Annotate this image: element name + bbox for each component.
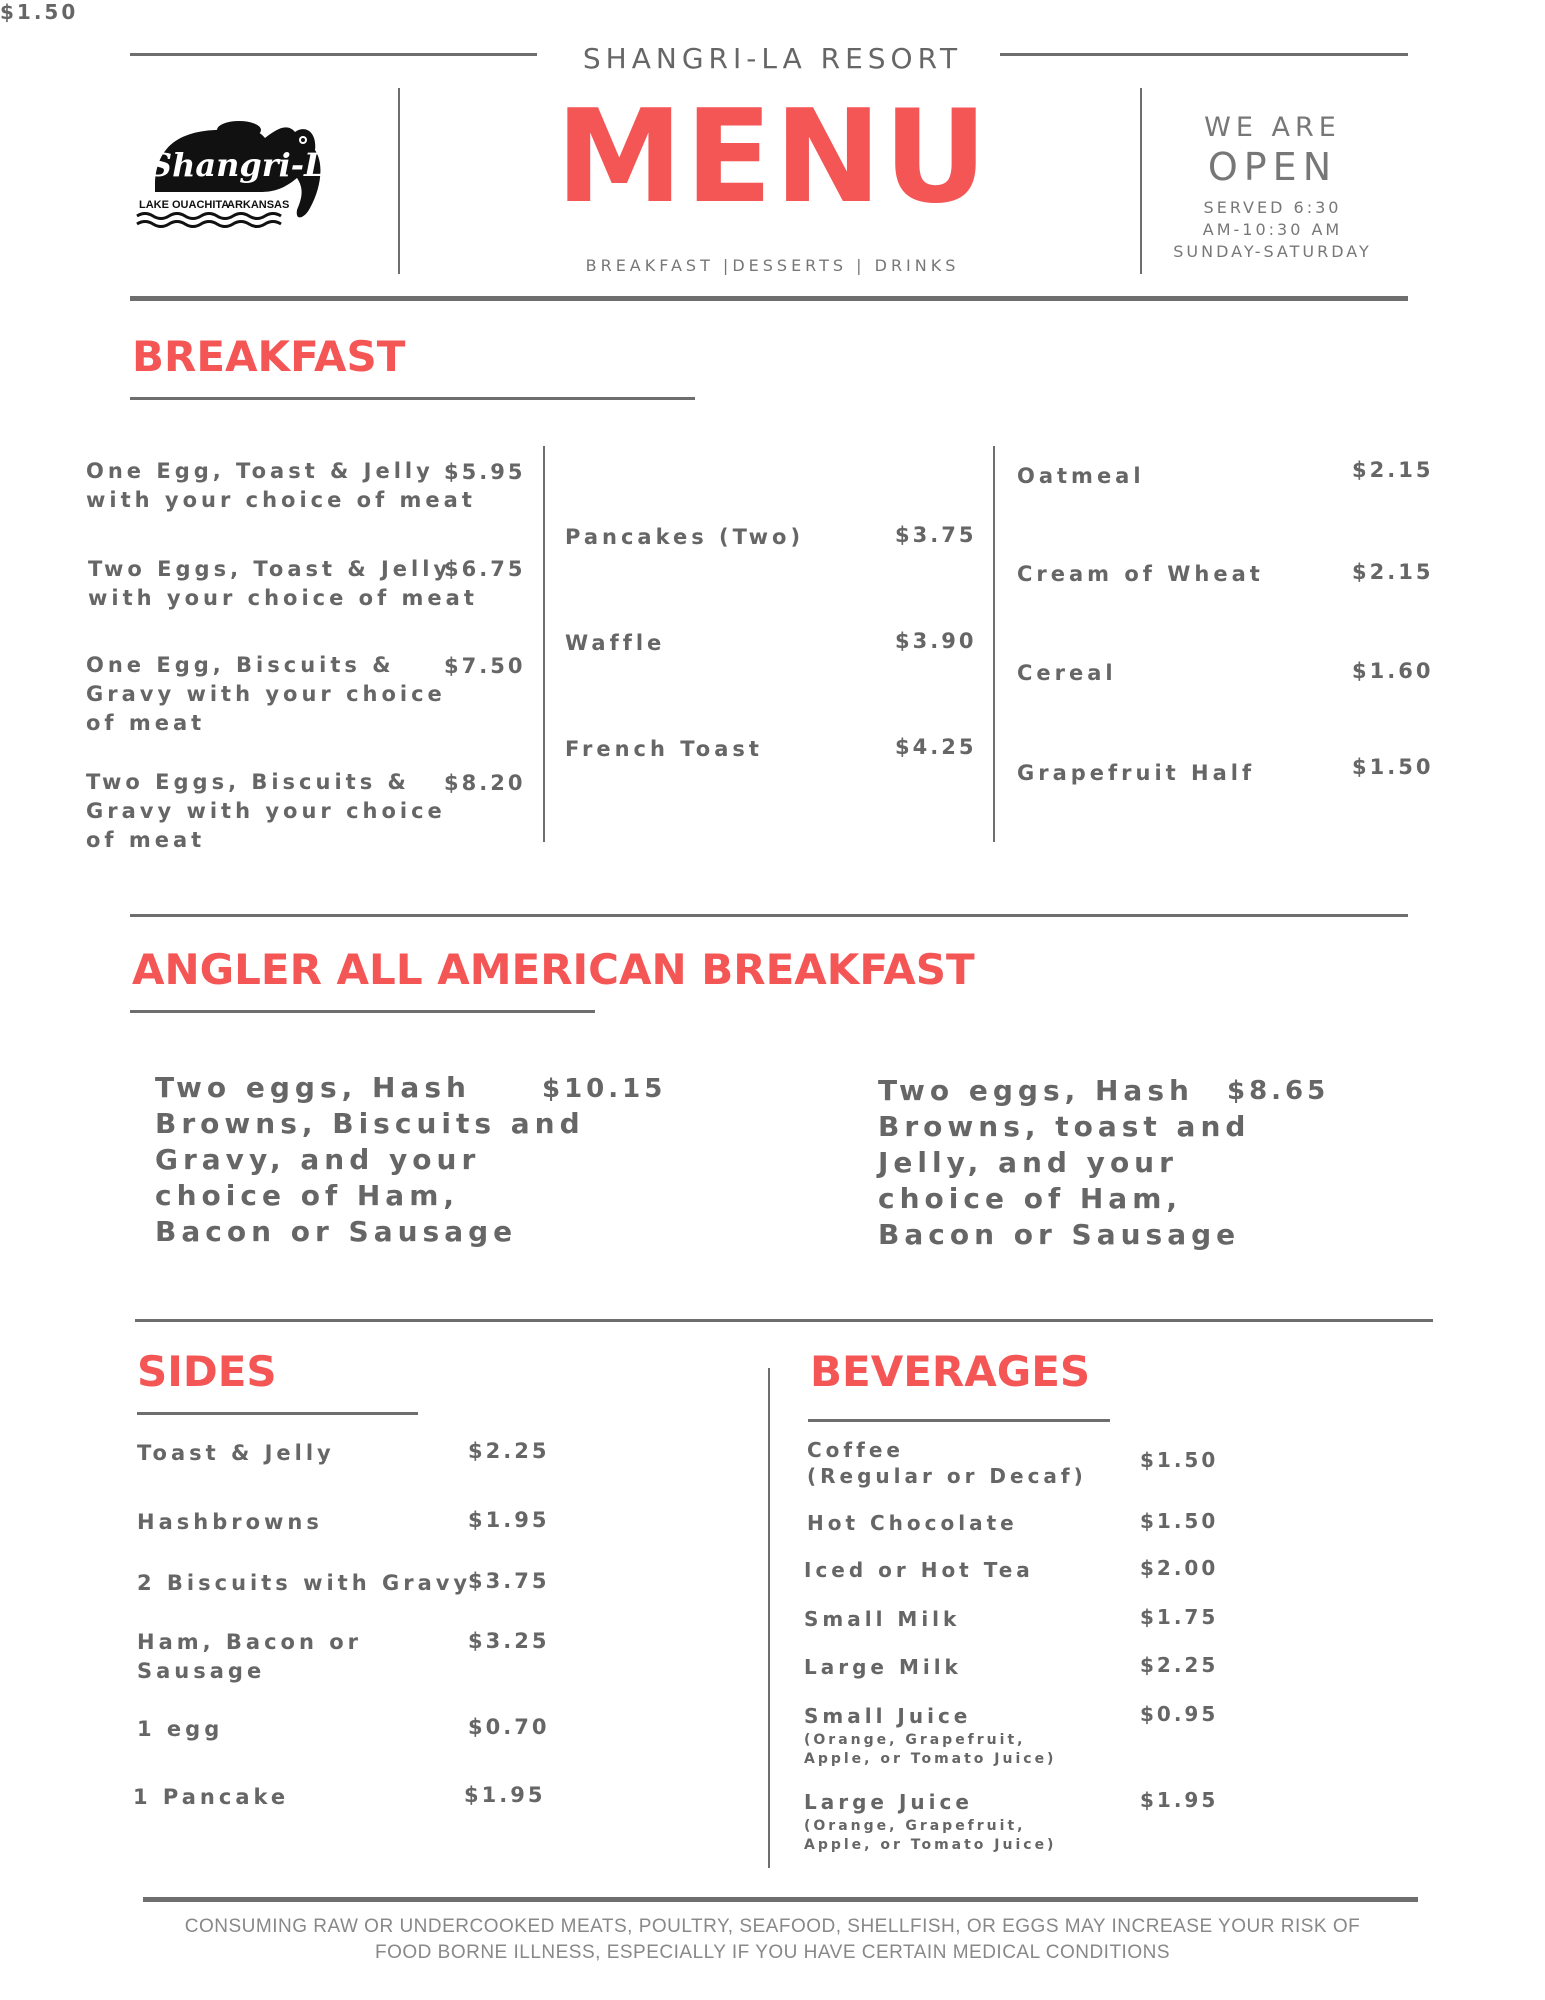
item-price: $0.95 xyxy=(1140,1702,1219,1726)
item-name-line: Two Eggs, Biscuits & xyxy=(86,770,410,794)
sides-heading-underline xyxy=(137,1412,418,1415)
item-price: $1.50 xyxy=(1140,1448,1219,1472)
angler-item-line: Browns, toast and xyxy=(878,1110,1251,1143)
menu-subtitle: BREAKFAST |DESSERTS | DRINKS xyxy=(585,256,960,275)
header-bottom-rule xyxy=(130,296,1408,301)
breakfast-col-divider-2 xyxy=(993,446,995,842)
footer-rule xyxy=(143,1897,1418,1902)
item-name-line: with your choice of meat xyxy=(88,586,478,610)
beverages-heading: BEVERAGES xyxy=(810,1347,1091,1396)
item-price: $7.50 xyxy=(444,654,526,678)
side-item-name: 2 Biscuits with Gravy xyxy=(137,1571,472,1595)
opening-hours xyxy=(1135,112,1410,263)
open-label: OPEN xyxy=(1207,145,1338,189)
item-name-line: One Egg, Toast & Jelly xyxy=(86,459,434,483)
hours-line-1: SERVED 6:30 xyxy=(1203,198,1342,217)
angler-heading-underline xyxy=(130,1010,595,1013)
item-name-line: Gravy with your choice xyxy=(86,682,446,706)
item-price: $2.00 xyxy=(1140,1556,1219,1580)
breakfast-item-name: Pancakes (Two) xyxy=(565,525,805,549)
item-price: $1.95 xyxy=(468,1508,550,1532)
item-price: $1.95 xyxy=(464,1783,546,1807)
item-name-line: One Egg, Biscuits & xyxy=(86,653,395,677)
item-name-line: Large Juice xyxy=(804,1790,973,1814)
item-price: $1.95 xyxy=(1140,1788,1219,1812)
item-price: $3.75 xyxy=(468,1569,550,1593)
breakfast-item xyxy=(86,768,446,855)
food-safety-disclaimer xyxy=(150,1914,1395,1966)
angler-item-line: Gravy, and your xyxy=(155,1143,481,1176)
breakfast-item-name: French Toast xyxy=(565,737,763,761)
item-name-line: of meat xyxy=(86,828,206,852)
resort-name: SHANGRI-LA RESORT xyxy=(582,42,963,75)
item-price: $4.25 xyxy=(895,735,977,759)
angler-item-line: Bacon or Sausage xyxy=(878,1218,1241,1251)
side-item-name: 1 egg xyxy=(137,1717,224,1741)
beverage-item-name: Large Milk xyxy=(804,1655,962,1679)
sides-heading: SIDES xyxy=(137,1347,277,1396)
item-price: $5.95 xyxy=(444,460,526,484)
item-price: $1.75 xyxy=(1140,1605,1219,1629)
sides-beverages-divider xyxy=(768,1368,770,1868)
item-note-line: (Orange, Grapefruit, xyxy=(804,1818,1026,1834)
we-are-label: WE ARE xyxy=(1204,112,1341,143)
angler-item-line: Browns, Biscuits and xyxy=(155,1107,585,1140)
item-name-line: (Regular or Decaf) xyxy=(807,1464,1087,1488)
item-name-line: Gravy with your choice xyxy=(86,799,446,823)
side-item-name: Toast & Jelly xyxy=(137,1441,335,1465)
item-name-line: Ham, Bacon or xyxy=(137,1630,363,1654)
item-note-line: Apple, or Tomato Juice) xyxy=(804,1751,1057,1767)
item-name-line: Two Eggs, Toast & Jelly xyxy=(88,557,452,581)
item-name-line: of meat xyxy=(86,711,206,735)
angler-item xyxy=(878,1073,1250,1253)
angler-item-line: choice of Ham, xyxy=(155,1179,460,1212)
beverage-item xyxy=(804,1702,1056,1769)
breakfast-heading: BREAKFAST xyxy=(132,332,406,381)
item-name-line: Small Juice xyxy=(804,1704,972,1728)
item-price: $3.90 xyxy=(895,629,977,653)
breakfast-item xyxy=(86,457,476,515)
angler-item-price: $8.65 xyxy=(1227,1076,1330,1106)
item-note-line: Apple, or Tomato Juice) xyxy=(804,1837,1057,1853)
breakfast-item xyxy=(86,651,446,738)
item-price: $2.15 xyxy=(1352,560,1434,584)
breakfast-item-name: Grapefruit Half xyxy=(1017,761,1256,785)
item-price: $8.20 xyxy=(444,771,526,795)
angler-item-line: Jelly, and your xyxy=(878,1146,1178,1179)
disclaimer-line-2: FOOD BORNE ILLNESS, ESPECIALLY IF YOU HAVE CERTAIN MEDICAL CONDITIONS xyxy=(374,1942,1171,1963)
beverage-item-name: Small Milk xyxy=(804,1607,961,1631)
side-item-name: 1 Pancake xyxy=(133,1785,290,1809)
beverage-item-name: Hot Chocolate xyxy=(807,1511,1018,1535)
angler-item-line: Bacon or Sausage xyxy=(155,1215,518,1248)
side-item xyxy=(137,1628,362,1686)
side-item-name: Hashbrowns xyxy=(137,1510,323,1534)
breakfast-bottom-rule xyxy=(130,914,1408,917)
breakfast-heading-underline xyxy=(130,397,695,400)
angler-item-line: choice of Ham, xyxy=(878,1182,1183,1215)
beverages-heading-underline xyxy=(808,1419,1110,1422)
breakfast-item-name: Oatmeal xyxy=(1017,464,1145,488)
svg-text:Shangri-La: Shangri-La xyxy=(149,146,348,184)
menu-title: MENU xyxy=(555,83,990,232)
breakfast-item-name: Waffle xyxy=(565,631,666,655)
item-name-line: Coffee xyxy=(807,1438,904,1462)
beverage-item xyxy=(807,1437,1087,1489)
item-name-line: with your choice of meat xyxy=(86,488,476,512)
svg-text:ARKANSAS: ARKANSAS xyxy=(227,199,290,211)
angler-item-line: Two eggs, Hash xyxy=(155,1071,471,1104)
item-price: $2.25 xyxy=(1140,1653,1219,1677)
breakfast-item xyxy=(88,555,478,613)
beverage-item xyxy=(804,1788,1056,1855)
breakfast-item-name: Cream of Wheat xyxy=(1017,562,1264,586)
angler-item xyxy=(155,1070,585,1250)
angler-bottom-rule xyxy=(135,1319,1433,1322)
item-price: $1.50 xyxy=(0,0,79,24)
item-price: $3.75 xyxy=(895,523,977,547)
hours-line-2: AM-10:30 AM xyxy=(1202,220,1343,239)
angler-heading: ANGLER ALL AMERICAN BREAKFAST xyxy=(132,945,975,994)
beverage-item-name: Iced or Hot Tea xyxy=(804,1558,1034,1582)
breakfast-col-divider-1 xyxy=(543,446,545,842)
item-note-line: (Orange, Grapefruit, xyxy=(804,1732,1026,1748)
days-line: SUNDAY-SATURDAY xyxy=(1173,242,1372,261)
item-name-line: Sausage xyxy=(137,1659,266,1683)
item-price: $1.50 xyxy=(1352,755,1434,779)
item-price: $1.50 xyxy=(1140,1509,1219,1533)
item-price: $1.60 xyxy=(1352,659,1434,683)
disclaimer-line-1: CONSUMING RAW OR UNDERCOOKED MEATS, POULTRY, SEAFOOD, SHELLFISH, OR EGGS MAY INCREASE YOUR RISK OF xyxy=(184,1916,1361,1937)
angler-item-price: $10.15 xyxy=(542,1074,667,1104)
item-price: $2.15 xyxy=(1352,458,1434,482)
item-price: $3.25 xyxy=(468,1629,550,1653)
breakfast-item-name: Cereal xyxy=(1017,661,1117,685)
angler-item-line: Two eggs, Hash xyxy=(878,1074,1194,1107)
item-price: $0.70 xyxy=(468,1715,550,1739)
item-price: $6.75 xyxy=(444,557,526,581)
item-price: $2.25 xyxy=(468,1439,550,1463)
svg-text:LAKE OUACHITA: LAKE OUACHITA xyxy=(139,199,230,211)
